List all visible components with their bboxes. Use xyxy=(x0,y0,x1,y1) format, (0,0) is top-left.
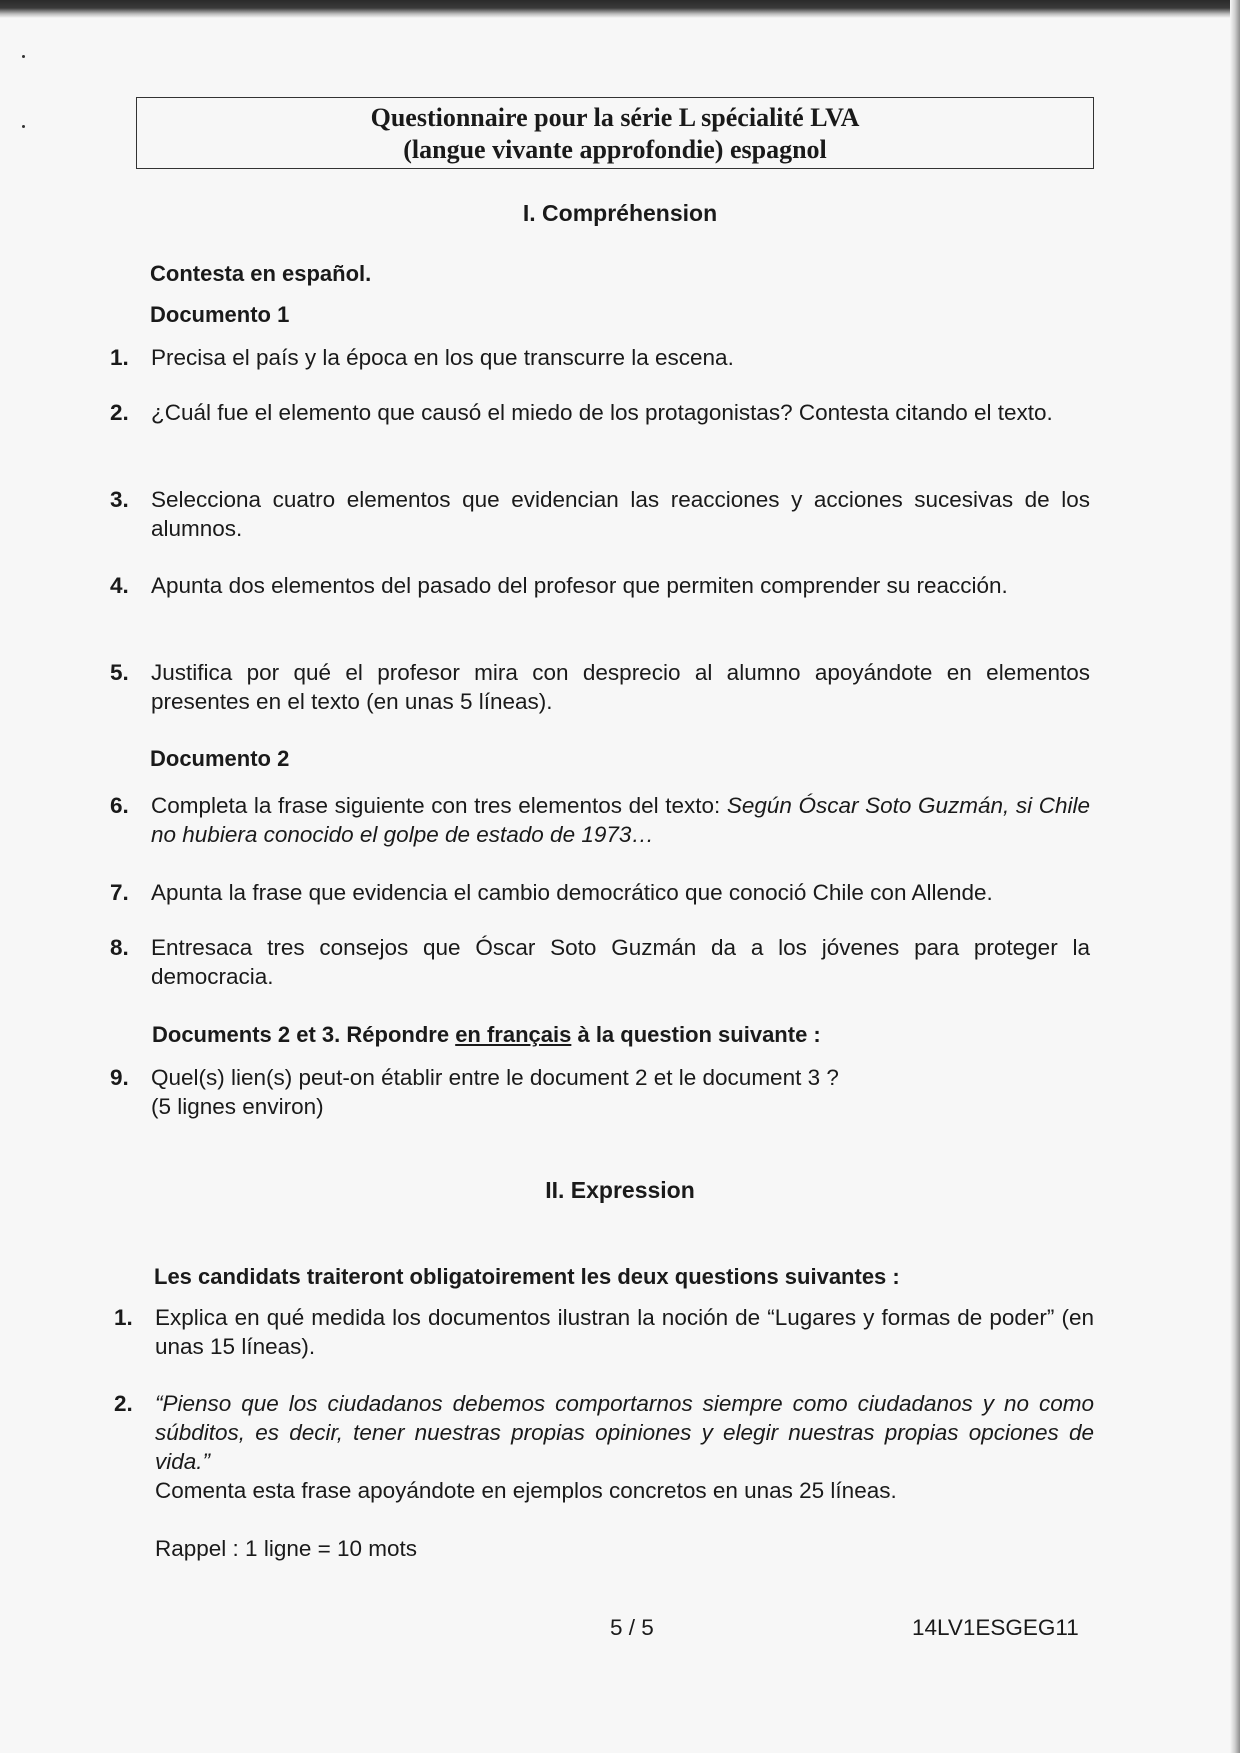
exam-code: 14LV1ESGEG11 xyxy=(912,1615,1079,1640)
section-title-comprehension: I. Compréhension xyxy=(522,200,718,226)
question-4 xyxy=(110,571,1090,600)
question-1 xyxy=(110,343,1090,372)
expression-question-1 xyxy=(114,1303,1094,1361)
title-line-2: (langue vivante approfondie) espagnol xyxy=(403,135,827,164)
question-text: Apunta la frase que evidencia el cambio democrático que conoció Chile con Allende. xyxy=(151,880,993,905)
question-number: 3. xyxy=(110,487,129,512)
question-number: 2. xyxy=(114,1391,133,1416)
question-6 xyxy=(110,791,1090,849)
instruction-candidates: Les candidats traiteront obligatoirement les deux questions suivantes : xyxy=(154,1264,900,1289)
question-number: 7. xyxy=(110,880,129,905)
question-6-text: Completa la frase siguiente con tres elementos del texto: xyxy=(151,793,727,818)
question-text: Explica en qué medida los documentos ilustran la noción de “Lugares y formas de poder” (en unas 15 líneas). xyxy=(155,1305,1094,1359)
scan-speck xyxy=(22,125,25,128)
instruction-spanish: Contesta en español. xyxy=(150,261,372,286)
question-number: 8. xyxy=(110,935,129,960)
instruction-underlined: en français xyxy=(455,1022,572,1047)
question-6-italic: Según Óscar Soto Guzmán, si Chile no hubiera conocido el golpe de estado de 1973… xyxy=(151,793,1090,847)
page-number: 5 / 5 xyxy=(610,1615,654,1640)
question-number: 9. xyxy=(110,1065,129,1090)
question-quote: “Pienso que los ciudadanos debemos comportarnos siempre como ciudadanos y no como súbditos, es decir, tener nuestras propias opiniones y elegir nuestras propias opciones de vida.” xyxy=(155,1391,1094,1474)
question-text: Selecciona cuatro elementos que evidencian las reacciones y acciones sucesivas de los alumnos. xyxy=(151,487,1090,541)
question-text xyxy=(151,791,1090,849)
title-line-1: Questionnaire pour la série L spécialité LVA xyxy=(370,103,860,132)
reminder: Rappel : 1 ligne = 10 mots xyxy=(155,1536,418,1561)
question-number: 1. xyxy=(110,345,129,370)
question-number: 4. xyxy=(110,573,129,598)
scan-speck xyxy=(22,55,25,58)
question-number: 5. xyxy=(110,660,129,685)
instruction-part-2: à la question suivante : xyxy=(571,1022,821,1047)
scan-edge-top xyxy=(0,0,1240,18)
section-title-expression: II. Expression xyxy=(545,1177,695,1203)
question-3 xyxy=(110,485,1090,543)
question-text: Entresaca tres consejos que Óscar Soto Guzmán da a los jóvenes para proteger la democracia. xyxy=(151,935,1090,989)
scan-edge-right xyxy=(1230,0,1240,1753)
question-2 xyxy=(110,398,1090,427)
document-2-label: Documento 2 xyxy=(150,746,290,771)
instruction-part-1: Documents 2 et 3. Répondre xyxy=(152,1022,456,1047)
title-box xyxy=(136,97,1094,169)
documents-2-3-instruction xyxy=(152,1020,821,1050)
question-text: Precisa el país y la época en los que transcurre la escena. xyxy=(151,345,734,370)
question-text: ¿Cuál fue el elemento que causó el miedo de los protagonistas? Contesta citando el texto. xyxy=(151,400,1053,425)
question-text: Apunta dos elementos del pasado del profesor que permiten comprender su reacción. xyxy=(151,573,1008,598)
question-8 xyxy=(110,933,1090,991)
question-number: 2. xyxy=(110,400,129,425)
question-9 xyxy=(110,1063,1090,1121)
question-text: Comenta esta frase apoyándote en ejemplos concretos en unas 25 líneas. xyxy=(155,1478,897,1503)
expression-question-2 xyxy=(114,1389,1094,1505)
question-7 xyxy=(110,878,1090,907)
question-number: 1. xyxy=(114,1305,133,1330)
question-text: Justifica por qué el profesor mira con desprecio al alumno apoyándote en elementos presentes en el texto (en unas 5 líneas). xyxy=(151,660,1090,714)
question-text-line-2: (5 lignes environ) xyxy=(151,1094,324,1119)
question-number: 6. xyxy=(110,793,129,818)
document-1-label: Documento 1 xyxy=(150,302,290,327)
question-text-line-1: Quel(s) lien(s) peut-on établir entre le document 2 et le document 3 ? xyxy=(151,1065,839,1090)
question-5 xyxy=(110,658,1090,716)
